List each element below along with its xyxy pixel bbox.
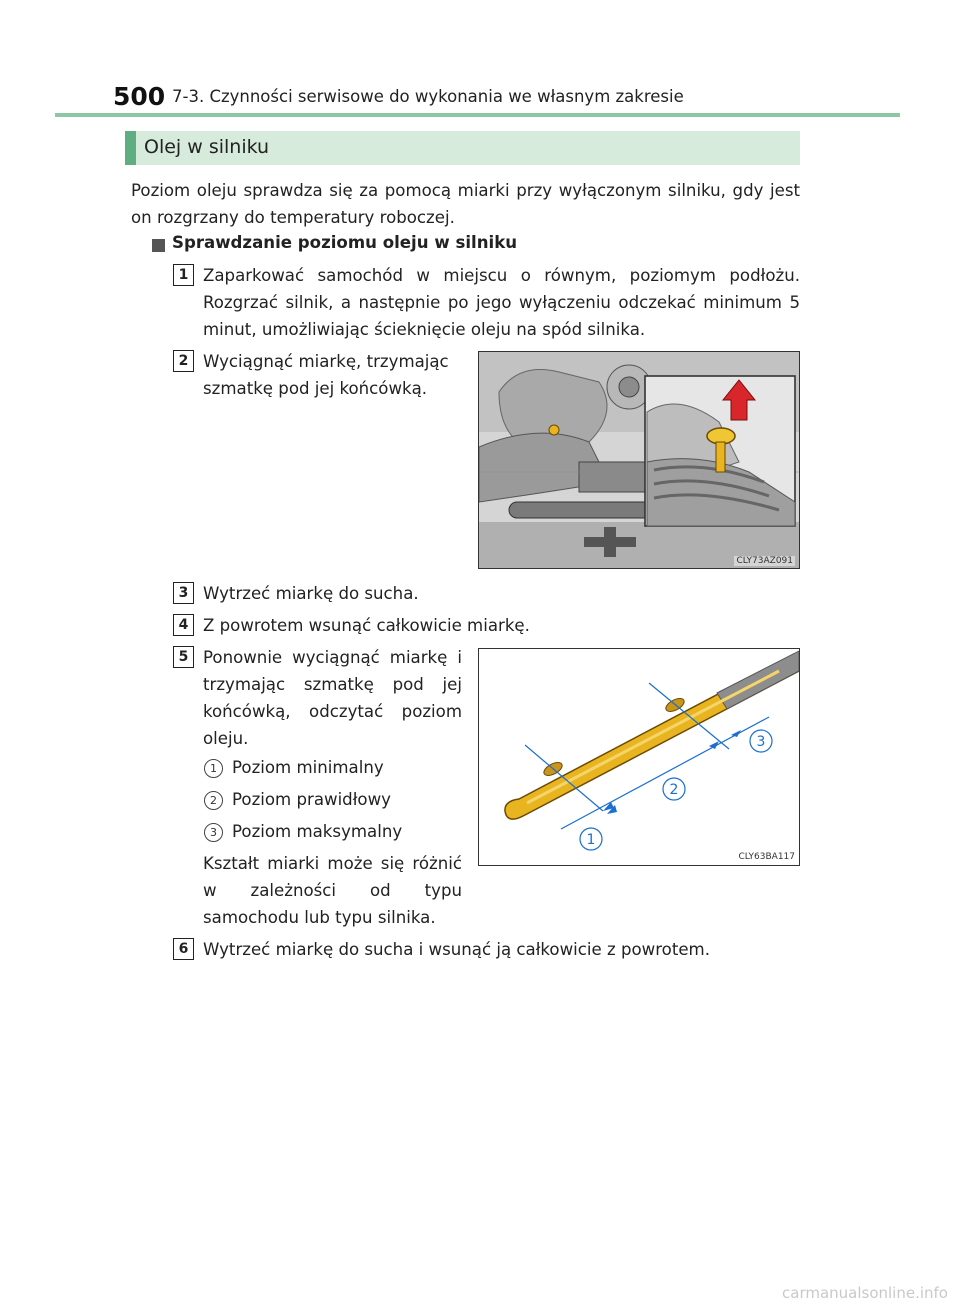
level-label-ok: Poziom prawidłowy xyxy=(232,790,391,809)
step-4-text: Z powrotem wsunąć całkowicie miarkę. xyxy=(203,616,530,635)
intro-paragraph: Poziom oleju sprawdza się za pomocą miarki przy wyłączonym silniku, gdy jest on rozgrzany do temperatury roboczej. xyxy=(131,181,800,227)
level-label-max: Poziom maksymalny xyxy=(232,822,403,841)
level-label-min: Poziom minimalny xyxy=(232,758,384,777)
dipstick-callout-3: 3 xyxy=(756,734,766,750)
dipstick-callout-1: 1 xyxy=(586,832,596,848)
step-6-text: Wytrzeć miarkę do sucha i wsunąć ją całkowicie z powrotem. xyxy=(203,940,710,959)
engine-figure xyxy=(478,351,800,569)
level-marker-3: 3 xyxy=(204,823,223,842)
engine-figure-code: CLY73AZ091 xyxy=(736,556,793,566)
dipstick-figure xyxy=(478,648,800,866)
step-number-3: 3 xyxy=(173,582,194,604)
step-5-text: Ponownie wyciągnąć miarkę i trzymając szmatkę pod jej końcówką, odczytać poziom oleju. xyxy=(203,648,462,748)
dipstick-figure-code: CLY63BA117 xyxy=(738,852,795,862)
step-number-4: 4 xyxy=(173,614,194,636)
watermark: carmanualsonline.info xyxy=(782,1284,948,1302)
step-2-text: Wyciągnąć miarkę, trzymając szmatkę pod jej końcówką. xyxy=(203,352,449,398)
dipstick-illustration xyxy=(479,649,799,865)
page-number: 500 xyxy=(113,82,166,111)
section-title: Olej w silniku xyxy=(144,136,270,158)
level-marker-2: 2 xyxy=(204,791,223,810)
header-rule xyxy=(55,113,900,117)
step-3-text: Wytrzeć miarkę do sucha. xyxy=(203,584,419,603)
step-number-6: 6 xyxy=(173,938,194,960)
engine-illustration xyxy=(479,352,799,568)
shape-note: Kształt miarki może się różnić w zależności od typu samochodu lub typu silnika. xyxy=(203,854,462,927)
subsection-title: Sprawdzanie poziomu oleju w silniku xyxy=(172,233,518,252)
level-marker-1: 1 xyxy=(204,759,223,778)
subsection-bullet xyxy=(152,239,165,252)
step-number-5: 5 xyxy=(173,646,194,668)
section-title-bar xyxy=(125,131,800,165)
section-accent xyxy=(125,131,136,165)
step-number-1: 1 xyxy=(173,264,194,286)
step-number-2: 2 xyxy=(173,350,194,372)
step-1-text: Zaparkować samochód w miejscu o równym, poziomym podłożu. Rozgrzać silnik, a następnie po jego wyłączeniu odczekać minimum 5 minut, umożliwiając ścieknięcie oleju na spód silnika. xyxy=(203,266,800,339)
running-title: 7-3. Czynności serwisowe do wykonania we własnym zakresie xyxy=(172,87,684,106)
dipstick-callout-2: 2 xyxy=(669,782,679,798)
